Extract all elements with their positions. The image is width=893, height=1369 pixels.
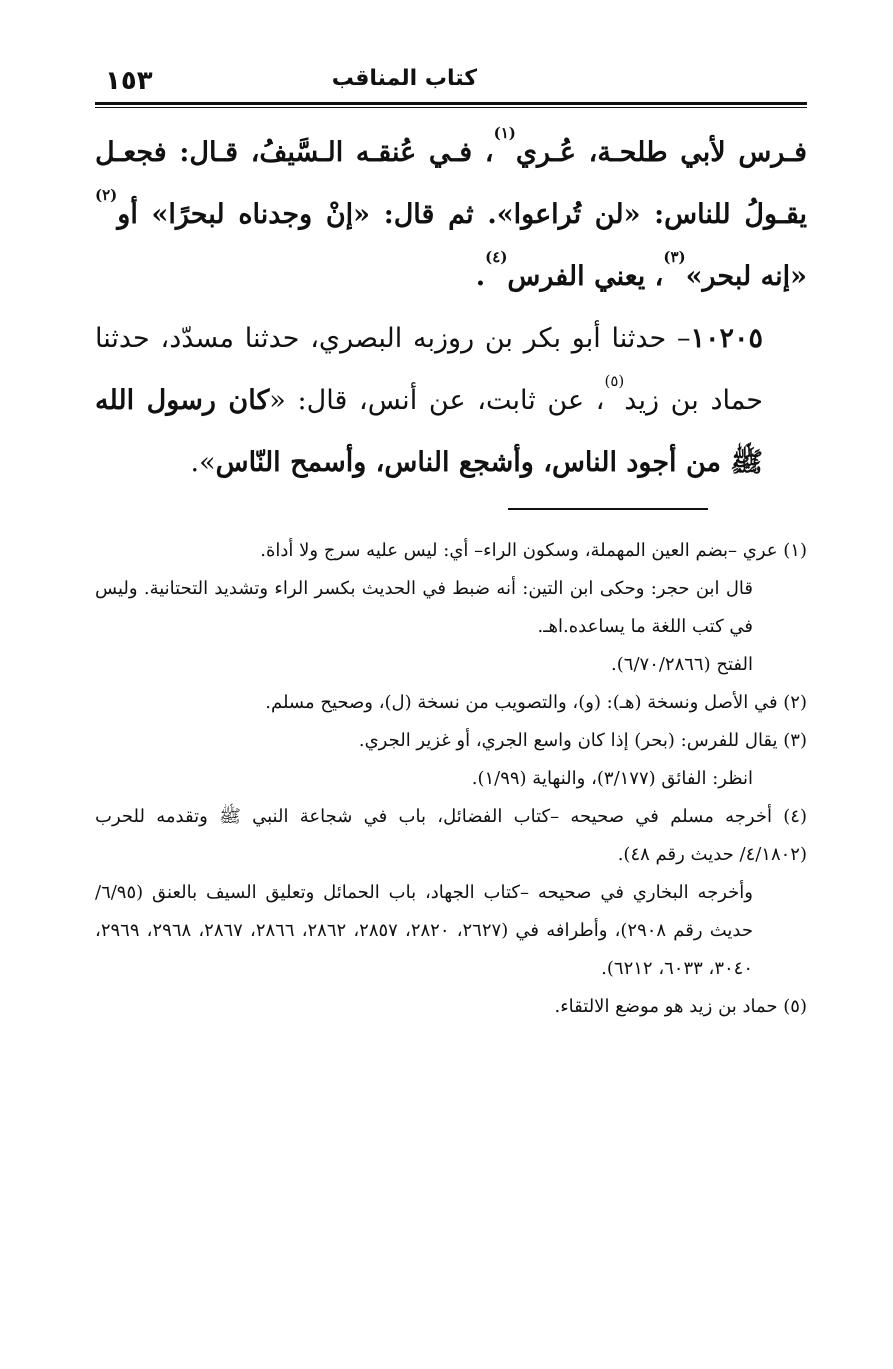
page-number: ١٥٣ — [105, 66, 153, 96]
isnad-text: – حدثنا أبو بكر بن روزبه البصري، حدثنا مسدّد، حدثنا حماد بن زيد — [95, 323, 763, 416]
footnote-separator — [508, 508, 708, 510]
footnote-1: (١) عري –بضم العين المهملة، وسكون الراء– أي: ليس عليه سرج ولا أداة. — [260, 540, 807, 561]
footnote-4: (٤) أخرجه مسلم في صحيحه –كتاب الفضائل، باب في شجاعة النبي ﷺ وتقدمه للحرب (٤/١٨٠٢/ حديث رقم ٤٨). — [95, 806, 807, 865]
header-rule-thin — [95, 107, 807, 108]
main-text — [95, 122, 807, 494]
footnote-ref-4[interactable]: (٤) — [485, 248, 508, 266]
footnote-4-bukhari: وأخرجه البخاري في صحيحه –كتاب الجهاد، باب الحمائل وتعليق السيف بالعنق (٦/٩٥/ حديث رقم ٢٩٠٨)، وأطرافه في (٢٦٢٧، ٢٨٢٠، ٢٨٥٧، ٢٨٦٢، ٢٨٦٦، ٢٨٦٧، ٢٩٦٨، ٢٩٦٩، ٣٠٤٠، ٦٠٣٣، ٦٢١٢). — [95, 882, 754, 979]
text-segment: فـرس لأبي طلحـة، عُـري — [515, 137, 807, 168]
matn-text: كان رسول الله ﷺ من أجود الناس، وأشجع الناس، وأسمح النّاس — [95, 385, 763, 478]
footnotes — [95, 532, 807, 1026]
footnote-ref-3[interactable]: (٣) — [663, 248, 686, 266]
footnote-3-source: انظر: الفائق (٣/١٧٧)، والنهاية (١/٩٩). — [471, 768, 753, 789]
text-segment: ، فـي عُنقـه الـسَّيفُ، قـال: فجعـل يقـولُ للناس: «لن تُراعوا». ثم قال: «إنْ وجدناه لبحرًا» أو — [95, 137, 807, 230]
footnote-1-source: الفتح (٦/٧٠/٢٨٦٦). — [611, 654, 753, 675]
header-rule-thick — [95, 102, 807, 105]
footnote-ref-2[interactable]: (٢) — [95, 186, 118, 204]
footnote-ref-5[interactable]: (٥) — [604, 372, 625, 390]
footnote-2: (٢) في الأصل ونسخة (هـ): (و)، والتصويب من نسخة (ل)، وصحيح مسلم. — [265, 692, 807, 713]
hadith-paragraph — [95, 308, 807, 494]
footnote-5: (٥) حماد بن زيد هو موضع الالتقاء. — [554, 996, 807, 1017]
paragraph-continuation — [95, 122, 807, 308]
text-segment: ، يعني الفرس — [507, 261, 664, 292]
running-title: كتاب المناقب — [331, 66, 477, 91]
isnad-text-2: ، عن ثابت، عن أنس، قال: « — [269, 385, 605, 416]
text-segment: «إنه لبحر» — [685, 261, 807, 292]
hadith-number: ١٠٢٠٥ — [690, 323, 763, 354]
matn-close: ». — [190, 447, 216, 478]
footnote-1-quote: قال ابن حجر: وحكى ابن التين: أنه ضبط في الحديث بكسر الراء وتشديد التحتانية. وليس في كتب اللغة ما يساعده.اهـ. — [95, 578, 753, 637]
footnote-ref-1[interactable]: (١) — [493, 124, 516, 142]
text-segment: . — [475, 261, 486, 292]
page-header — [95, 62, 807, 102]
footnote-3: (٣) يقال للفرس: (بحر) إذا كان واسع الجري، أو غزير الجري. — [358, 730, 807, 751]
